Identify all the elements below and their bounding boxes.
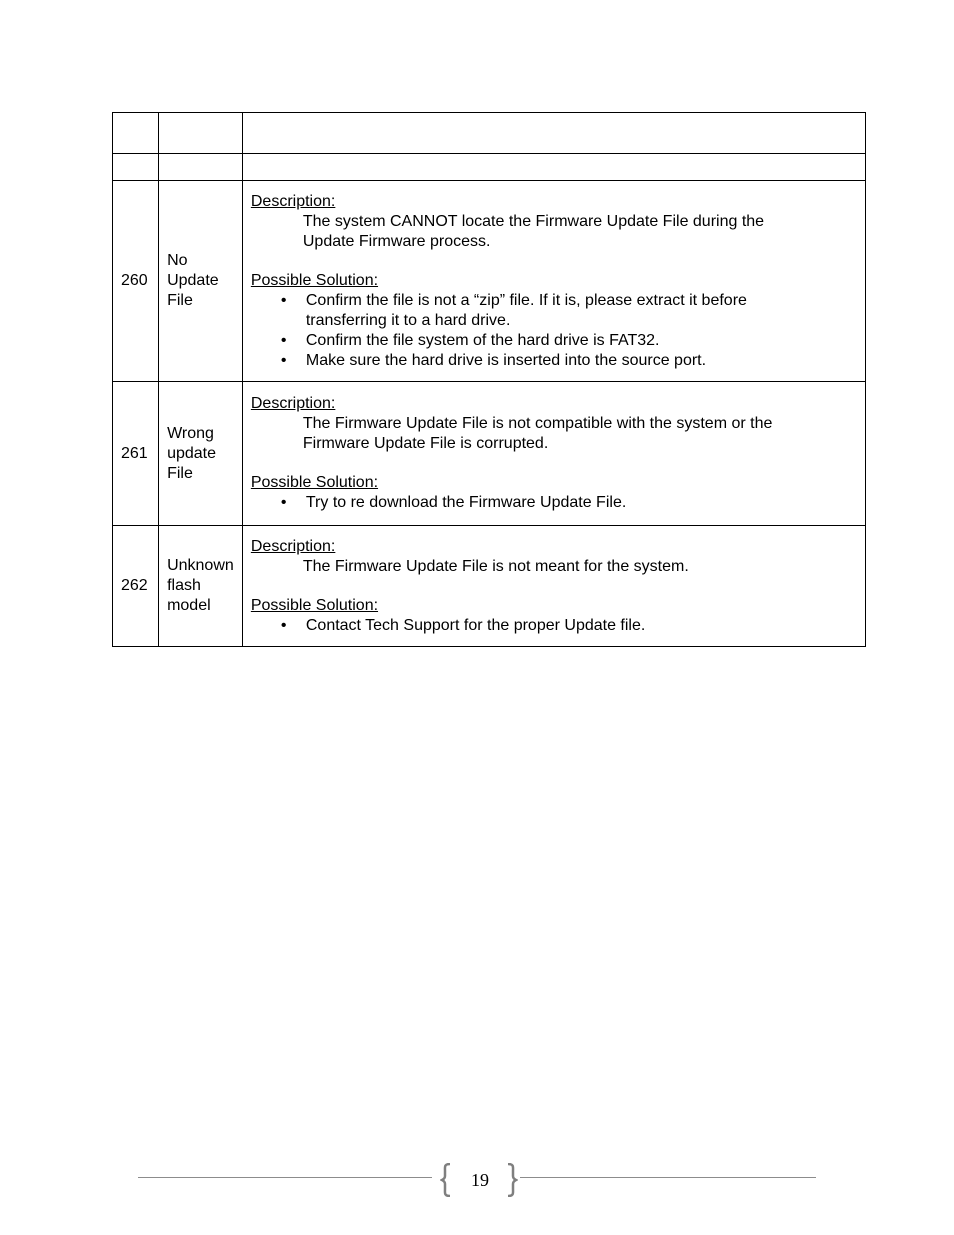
bullet-icon: • <box>280 331 287 349</box>
description-label: Description: <box>250 192 336 210</box>
subheader-cell-code <box>113 154 159 181</box>
error-code-table <box>112 112 866 647</box>
bullet-icon: • <box>280 291 287 309</box>
description-text: The system CANNOT locate the Firmware Update File during the <box>302 212 765 230</box>
table-row <box>113 526 866 647</box>
bullet-icon: • <box>280 351 287 369</box>
error-name-line: Update <box>167 272 219 289</box>
solution-item <box>251 331 857 351</box>
subheader-cell-description <box>242 154 865 181</box>
error-name <box>159 382 243 526</box>
error-code: 261 <box>113 382 159 526</box>
header-cell-code <box>113 113 159 154</box>
solution-text: Make sure the hard drive is inserted into the source port. <box>305 351 707 369</box>
error-name-line: update <box>167 444 217 462</box>
solution-list <box>251 291 857 371</box>
solution-text: Confirm the file system of the hard drive is FAT32. <box>305 331 660 349</box>
solution-list <box>251 493 857 513</box>
header-cell-name <box>159 113 243 154</box>
solution-text: transferring it to a hard drive. <box>305 311 511 329</box>
solution-item <box>251 291 857 331</box>
error-name-line: Unknown <box>167 557 234 574</box>
error-code: 260 <box>113 181 159 382</box>
error-name-line: File <box>167 464 193 482</box>
error-details <box>242 526 865 647</box>
right-brace-icon <box>506 1163 518 1197</box>
solution-item <box>251 616 857 636</box>
solution-item <box>251 351 857 371</box>
error-name <box>159 181 243 382</box>
error-details <box>242 181 865 382</box>
error-name-line: File <box>167 292 193 309</box>
footer-rule-right <box>520 1177 816 1178</box>
table-row <box>113 181 866 382</box>
table-row <box>113 382 866 526</box>
subheader-cell-name <box>159 154 243 181</box>
header-cell-description <box>242 113 865 154</box>
page-number: 19 <box>471 1170 489 1190</box>
solution-item <box>251 493 857 513</box>
solution-text: Try to re download the Firmware Update File. <box>305 494 627 511</box>
error-name-line: model <box>167 597 211 614</box>
description-text: The Firmware Update File is not compatible with the system or the <box>302 415 773 432</box>
table-header-row <box>113 113 866 154</box>
error-name-line: Wrong <box>167 424 214 442</box>
description-label: Description: <box>250 537 336 555</box>
left-brace-icon <box>440 1163 452 1197</box>
solution-text: Confirm the file is not a “zip” file. If it is, please extract it before <box>305 291 747 309</box>
error-name-line: flash <box>167 577 201 594</box>
description-text: The Firmware Update File is not meant for the system. <box>302 557 689 575</box>
solution-list <box>251 616 857 636</box>
description-text: Update Firmware process. <box>302 232 491 250</box>
description-text: Firmware Update File is corrupted. <box>302 435 549 452</box>
error-code: 262 <box>113 526 159 647</box>
table-subheader-row <box>113 154 866 181</box>
solution-label: Possible Solution: <box>250 474 379 491</box>
error-name <box>159 526 243 647</box>
error-name-line: No <box>167 252 188 269</box>
solution-label: Possible Solution: <box>250 596 379 614</box>
bullet-icon: • <box>280 616 287 634</box>
solution-text: Contact Tech Support for the proper Update file. <box>305 616 646 634</box>
error-details <box>242 382 865 526</box>
solution-label: Possible Solution: <box>250 271 379 289</box>
bullet-icon: • <box>280 494 287 511</box>
footer-rule-left <box>138 1177 432 1178</box>
description-label: Description: <box>250 395 336 412</box>
